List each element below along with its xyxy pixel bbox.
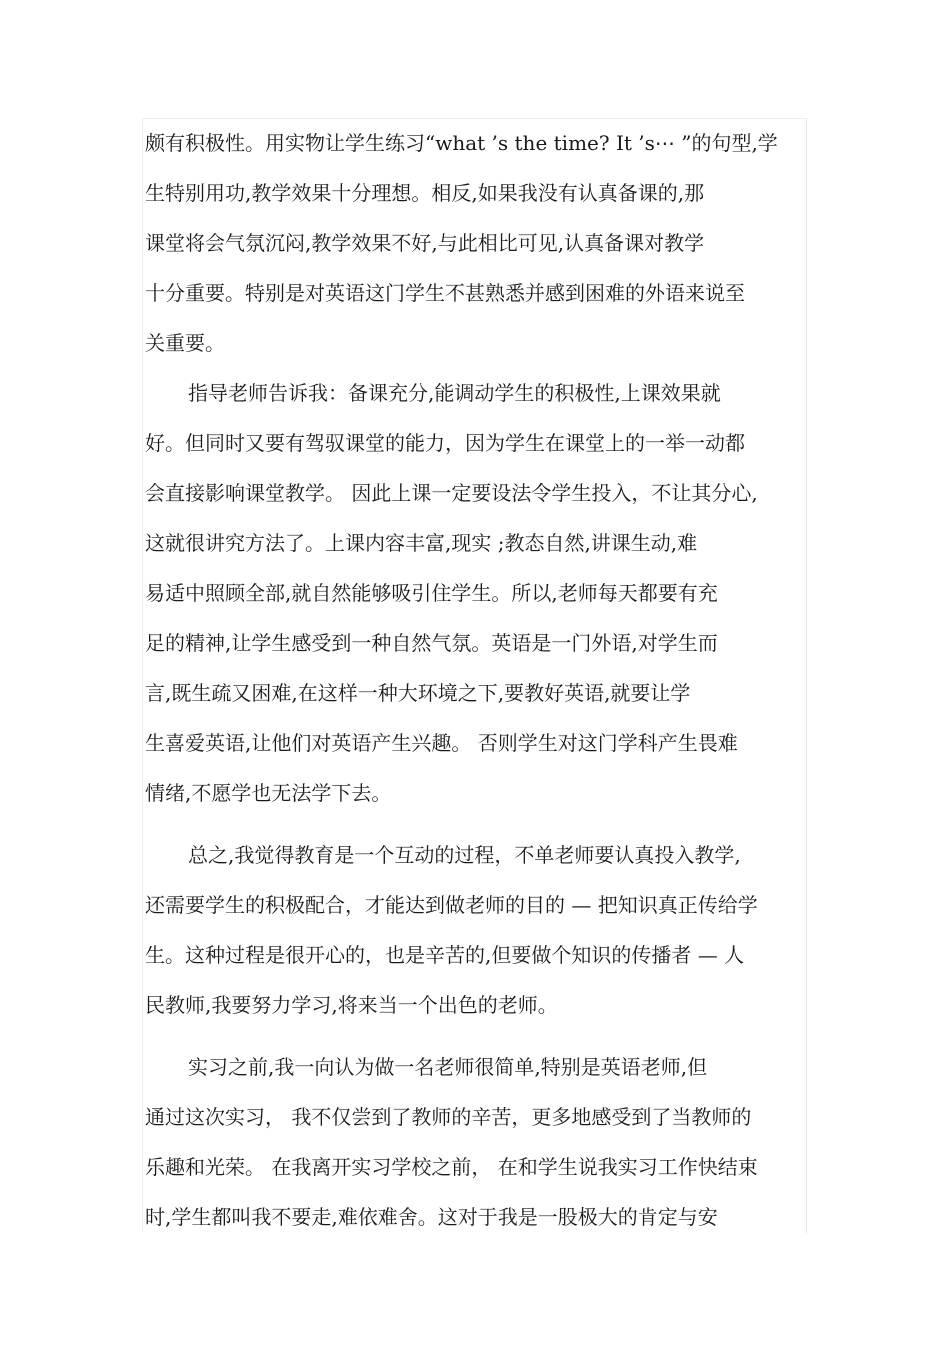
text-line: 乐趣和光荣。 在我离开实习学校之前， 在和学生说我实习工作快结束 bbox=[145, 1155, 758, 1179]
text-line: 生。这种过程是很开心的，也是辛苦的,但要做个知识的传播者 — 人 bbox=[145, 943, 745, 967]
paragraph-3 bbox=[145, 830, 805, 1030]
text-line: 还需要学生的积极配合，才能达到做老师的目的 — 把知识真正传给学 bbox=[145, 893, 758, 917]
text-line: 易适中照顾全部,就自然能够吸引住学生。所以,老师每天都要有充 bbox=[145, 581, 718, 605]
text-line: 十分重要。特别是对英语这门学生不甚熟悉并感到困难的外语来说至 bbox=[145, 281, 745, 305]
paragraph-2 bbox=[145, 368, 805, 818]
text-line: 生特别用功,教学效果十分理想。相反,如果我没有认真备课的,那 bbox=[145, 181, 705, 205]
text-line: 关重要。 bbox=[145, 331, 225, 355]
text-line: 言,既生疏又困难,在这样一种大环境之下,要教好英语,就要让学 bbox=[145, 681, 691, 705]
paragraph-gap bbox=[145, 1030, 805, 1042]
text-line: 情绪,不愿学也无法学下去。 bbox=[145, 781, 392, 805]
text-line: 颇有积极性。用实物让学生练习“what ’s the time? It ’s⋯ ”的句型,学 bbox=[145, 131, 778, 155]
text-line: 会直接影响课堂教学。 因此上课一定要设法令学生投入，不让其分心, bbox=[145, 481, 758, 505]
paragraph-1 bbox=[145, 118, 805, 368]
text-line: 指导老师告诉我：备课充分,能调动学生的积极性,上课效果就 bbox=[188, 381, 721, 405]
paragraph-4 bbox=[145, 1042, 805, 1242]
text-line: 实习之前,我一向认为做一名老师很简单,特别是英语老师,但 bbox=[188, 1055, 708, 1079]
text-line: 总之,我觉得教育是一个互动的过程，不单老师要认真投入教学, bbox=[188, 843, 741, 867]
text-line: 好。但同时又要有驾驭课堂的能力，因为学生在课堂上的一举一动都 bbox=[145, 431, 745, 455]
text-line: 生喜爱英语,让他们对英语产生兴趣。 否则学生对这门学科产生畏难 bbox=[145, 731, 738, 755]
text-line: 课堂将会气氛沉闷,教学效果不好,与此相比可见,认真备课对教学 bbox=[145, 231, 705, 255]
text-line: 这就很讲究方法了。上课内容丰富,现实 ;教态自然,讲课生动,难 bbox=[145, 531, 698, 555]
document-body bbox=[145, 118, 805, 1242]
paragraph-gap bbox=[145, 818, 805, 830]
text-line: 时,学生都叫我不要走,难依难舍。这对于我是一股极大的肯定与安 bbox=[145, 1205, 718, 1229]
text-line: 足的精神,让学生感受到一种自然气氛。英语是一门外语,对学生而 bbox=[145, 631, 718, 655]
text-line: 通过这次实习， 我不仅尝到了教师的辛苦，更多地感受到了当教师的 bbox=[145, 1105, 752, 1129]
text-line: 民教师,我要努力学习,将来当一个出色的老师。 bbox=[145, 993, 558, 1017]
